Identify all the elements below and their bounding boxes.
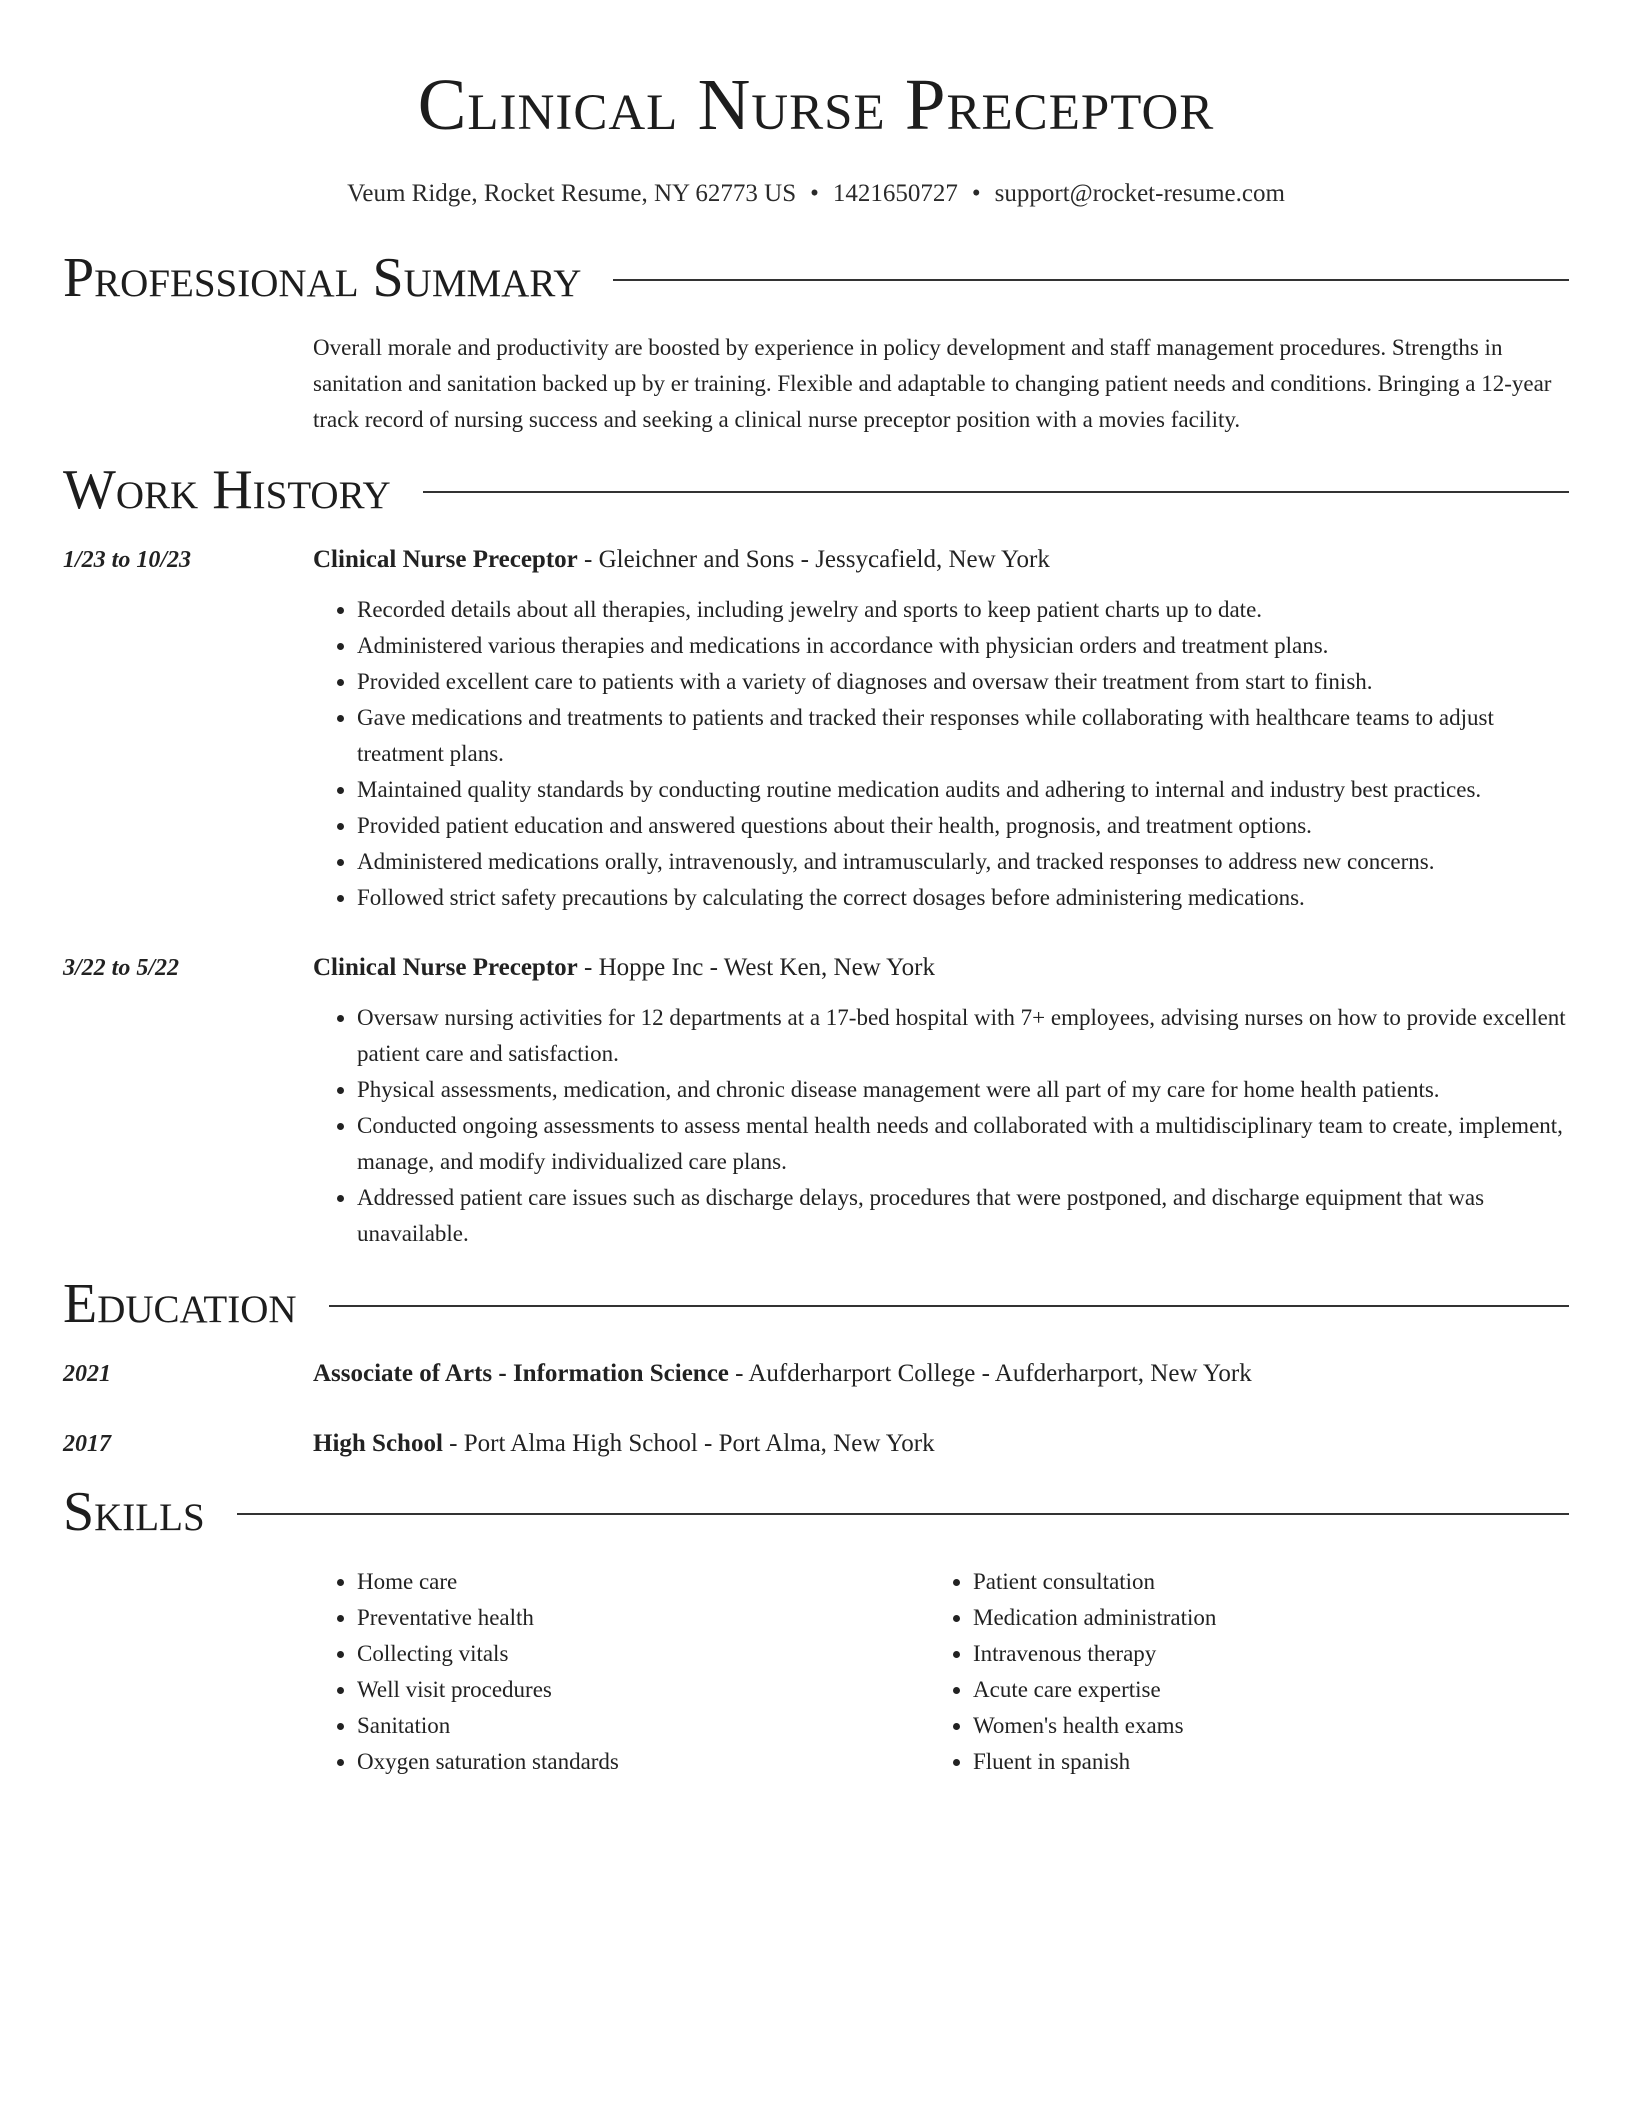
skills-column-right [929,1564,1545,1780]
contact-address: Veum Ridge, Rocket Resume, NY 62773 US [347,180,797,207]
job-bullet: • Addressed patient care issues such as discharge delays, procedures that were postponed, and discharge equipment that was unavailable. [357,1180,1569,1252]
education-degree: High School [313,1430,443,1457]
job-title: Clinical Nurse Preceptor [313,546,578,573]
skills-section-header [63,1480,1569,1544]
job-details: - Hoppe Inc - West Ken, New York [577,954,935,981]
work-heading: Work History [63,459,391,521]
skill-item: • Oxygen saturation standards [357,1744,929,1780]
job-bullet: • Provided patient education and answered questions about their health, prognosis, and treatment options. [357,808,1569,844]
job-bullets [313,1000,1569,1252]
job-title-line [313,542,1569,578]
job-bullet: • Administered various therapies and medications in accordance with physician orders and treatment plans. [357,628,1569,664]
job-dates: 3/22 to 5/22 [63,955,180,981]
education-line [313,1356,1569,1392]
skill-item: • Preventative health [357,1600,929,1636]
skills-list [313,1564,1569,1780]
job-bullet: • Administered medications orally, intravenously, and intramuscularly, and tracked responses to address new concerns. [357,844,1569,880]
education-year: 2021 [63,1361,111,1387]
skill-item: • Acute care expertise [973,1672,1545,1708]
job-bullet: • Maintained quality standards by conducting routine medication audits and adhering to internal and industry best practices. [357,772,1569,808]
job-title: Clinical Nurse Preceptor [313,954,578,981]
summary-text: Overall morale and productivity are boosted by experience in policy development and staff management procedures. Strengths in sanitation and sanitation backed up by er training. Flexible and adaptable to changing patient needs and conditions. Bringing a 12-year track record of nursing success and seeking a clinical nurse preceptor position with a movies facility. [313,335,1552,432]
section-divider [237,1513,1569,1515]
education-entry [63,1356,1569,1392]
education-details: - Aufderharport College - Aufderharport, New York [728,1360,1252,1387]
job-bullet: • Provided excellent care to patients with a variety of diagnoses and oversaw their treatment from start to finish. [357,664,1569,700]
contact-email[interactable]: support@rocket-resume.com [994,180,1285,207]
job-dates: 1/23 to 10/23 [63,547,192,573]
skills-column-left [313,1564,929,1780]
job-details: - Gleichner and Sons - Jessycafield, New York [577,546,1050,573]
education-line [313,1426,1569,1462]
contact-separator: • [810,180,819,207]
section-divider [613,279,1569,281]
job-entry [63,542,1569,916]
education-heading: Education [63,1273,297,1335]
education-degree: Associate of Arts - Information Science [313,1360,729,1387]
contact-separator: • [971,180,981,207]
skill-item: • Collecting vitals [357,1636,929,1672]
job-entry [63,950,1569,1252]
skill-item: • Well visit procedures [357,1672,929,1708]
skill-item: • Women's health exams [973,1708,1545,1744]
contact-line [63,178,1569,210]
job-body [313,542,1569,916]
skill-item: • Medication administration [973,1600,1545,1636]
education-details: - Port Alma High School - Port Alma, New York [442,1430,935,1457]
job-bullets [313,592,1569,916]
skill-item: • Home care [357,1564,929,1600]
education-entry [63,1426,1569,1462]
summary-section-header [63,246,1569,310]
skill-item: • Intravenous therapy [973,1636,1545,1672]
job-body [313,950,1569,1252]
job-bullet: • Followed strict safety precautions by calculating the correct dosages before administering medications. [357,880,1569,916]
resume-name: Clinical Nurse Preceptor [417,64,1215,145]
education-section-header [63,1272,1569,1336]
job-bullet: • Gave medications and treatments to patients and tracked their responses while collaborating with healthcare teams to adjust treatment plans. [357,700,1569,772]
job-bullet: • Recorded details about all therapies, including jewelry and sports to keep patient charts up to date. [357,592,1569,628]
job-title-line [313,950,1569,986]
skill-item: • Sanitation [357,1708,929,1744]
section-divider [329,1305,1569,1307]
skills-heading: Skills [63,1481,205,1543]
section-divider [423,491,1569,493]
skill-item: • Patient consultation [973,1564,1545,1600]
skill-item: • Fluent in spanish [973,1744,1545,1780]
education-year: 2017 [63,1431,111,1457]
job-bullet: • Conducted ongoing assessments to assess mental health needs and collaborated with a multidisciplinary team to create, implement, manage, and modify individualized care plans. [357,1108,1569,1180]
contact-phone: 1421650727 [832,180,958,207]
job-bullet: • Physical assessments, medication, and chronic disease management were all part of my care for home health patients. [357,1072,1569,1108]
summary-heading: Professional Summary [63,247,582,309]
work-section-header [63,458,1569,522]
job-bullet: • Oversaw nursing activities for 12 departments at a 17-bed hospital with 7+ employees, advising nurses on how to provide excellent patient care and satisfaction. [357,1000,1569,1072]
